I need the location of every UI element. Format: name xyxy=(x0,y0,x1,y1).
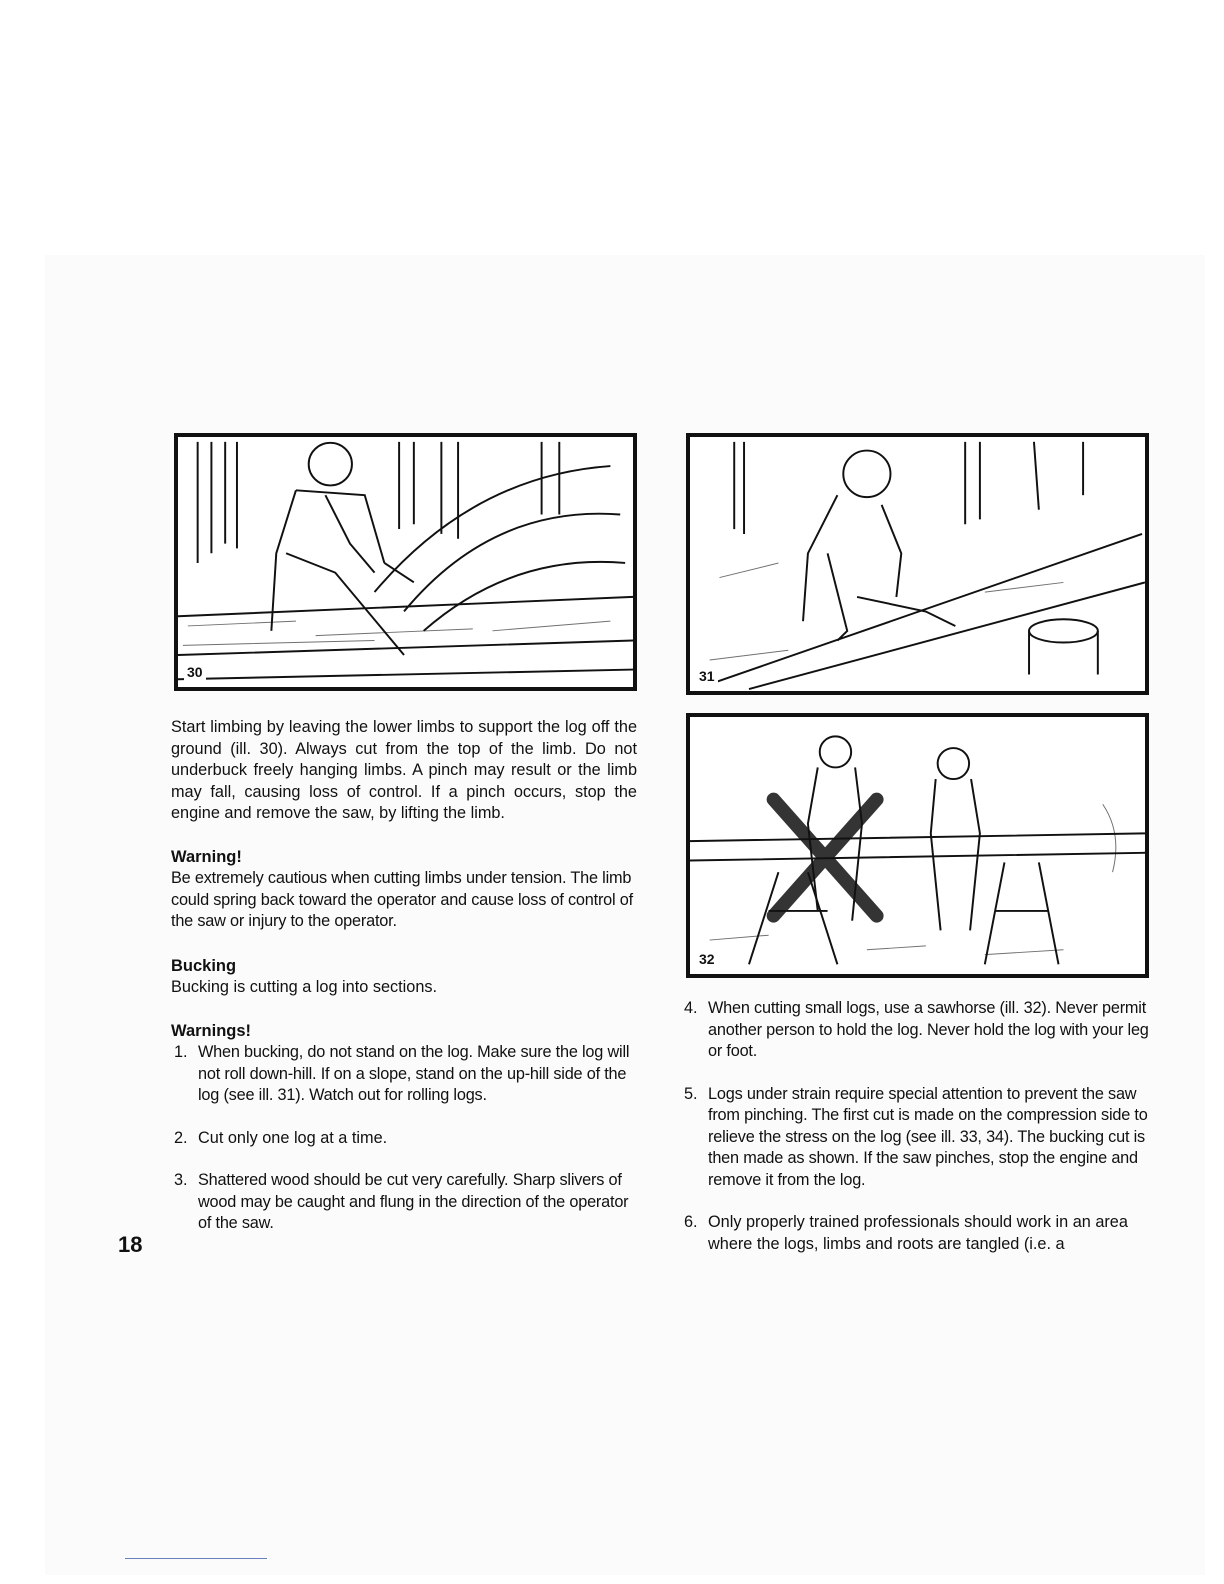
list-text: Cut only one log at a time. xyxy=(198,1128,388,1147)
illustration-limbing xyxy=(174,433,637,691)
list-text: Shattered wood should be cut very carefully. Sharp slivers of wood may be caught and flung in the direction of the operator of the saw. xyxy=(198,1171,629,1232)
figure-number: 30 xyxy=(184,663,206,681)
figure-number: 32 xyxy=(696,950,718,968)
warning-heading: Warning! xyxy=(171,847,242,866)
right-column xyxy=(681,998,1149,1255)
list-item xyxy=(681,998,1149,1063)
illustration-sawhorse xyxy=(686,713,1149,978)
list-text: Logs under strain require special attention to prevent the saw from pinching. The first cut is made on the compression side to relieve the stress on the log (see ill. 33, 34). The bucking cut is then made as shown. If the saw pinches, stop the engine and remove it from the log. xyxy=(708,1084,1148,1189)
list-item xyxy=(171,1170,637,1235)
bucking-slope-drawing xyxy=(690,437,1145,691)
left-column xyxy=(171,717,637,1235)
list-item xyxy=(681,1212,1149,1255)
list-number: 4. xyxy=(684,999,698,1017)
bucking-tips-list xyxy=(681,998,1149,1255)
list-number: 5. xyxy=(684,1084,698,1103)
figure-number: 31 xyxy=(696,667,718,685)
bucking-warnings-list xyxy=(171,1042,637,1235)
page-number: 18 xyxy=(118,1232,143,1257)
list-item xyxy=(171,1128,637,1150)
warnings-heading: Warnings! xyxy=(171,1021,252,1040)
limbing-drawing xyxy=(178,437,633,687)
warning-paragraph: Be extremely cautious when cutting limbs under tension. The limb could spring back toward the operator and cause loss of control of the saw or injury to the operator. xyxy=(171,869,633,930)
list-text: Only properly trained professionals should work in an area where the logs, limbs and roots are tangled (i.e. a xyxy=(708,1213,1128,1253)
list-item xyxy=(681,1084,1149,1192)
list-number: 3. xyxy=(174,1171,188,1189)
bucking-definition: Bucking is cutting a log into sections. xyxy=(171,978,438,996)
illustration-bucking-slope xyxy=(686,433,1149,695)
footer-rule xyxy=(125,1558,267,1559)
list-number: 6. xyxy=(684,1213,698,1231)
list-item xyxy=(171,1042,637,1107)
bucking-heading: Bucking xyxy=(171,956,237,975)
list-text: When cutting small logs, use a sawhorse (ill. 32). Never permit another person to hold the log. Never hold the log with your leg or foot. xyxy=(708,999,1149,1060)
list-number: 1. xyxy=(174,1043,188,1061)
list-text: When bucking, do not stand on the log. Make sure the log will not roll down-hill. If on a slope, stand on the up-hill side of the log (see ill. 31). Watch out for rolling logs. xyxy=(198,1043,630,1104)
sawhorse-drawing xyxy=(690,717,1145,974)
limbing-paragraph: Start limbing by leaving the lower limbs to support the log off the ground (ill. 30). Always cut from the top of the limb. Do not underbuck freely hanging limbs. A pinch may result or the limb may fall, causing loss of control. If a pinch occurs, stop the engine and remove the saw, by lifting the limb. xyxy=(171,718,637,822)
list-number: 2. xyxy=(174,1128,188,1147)
